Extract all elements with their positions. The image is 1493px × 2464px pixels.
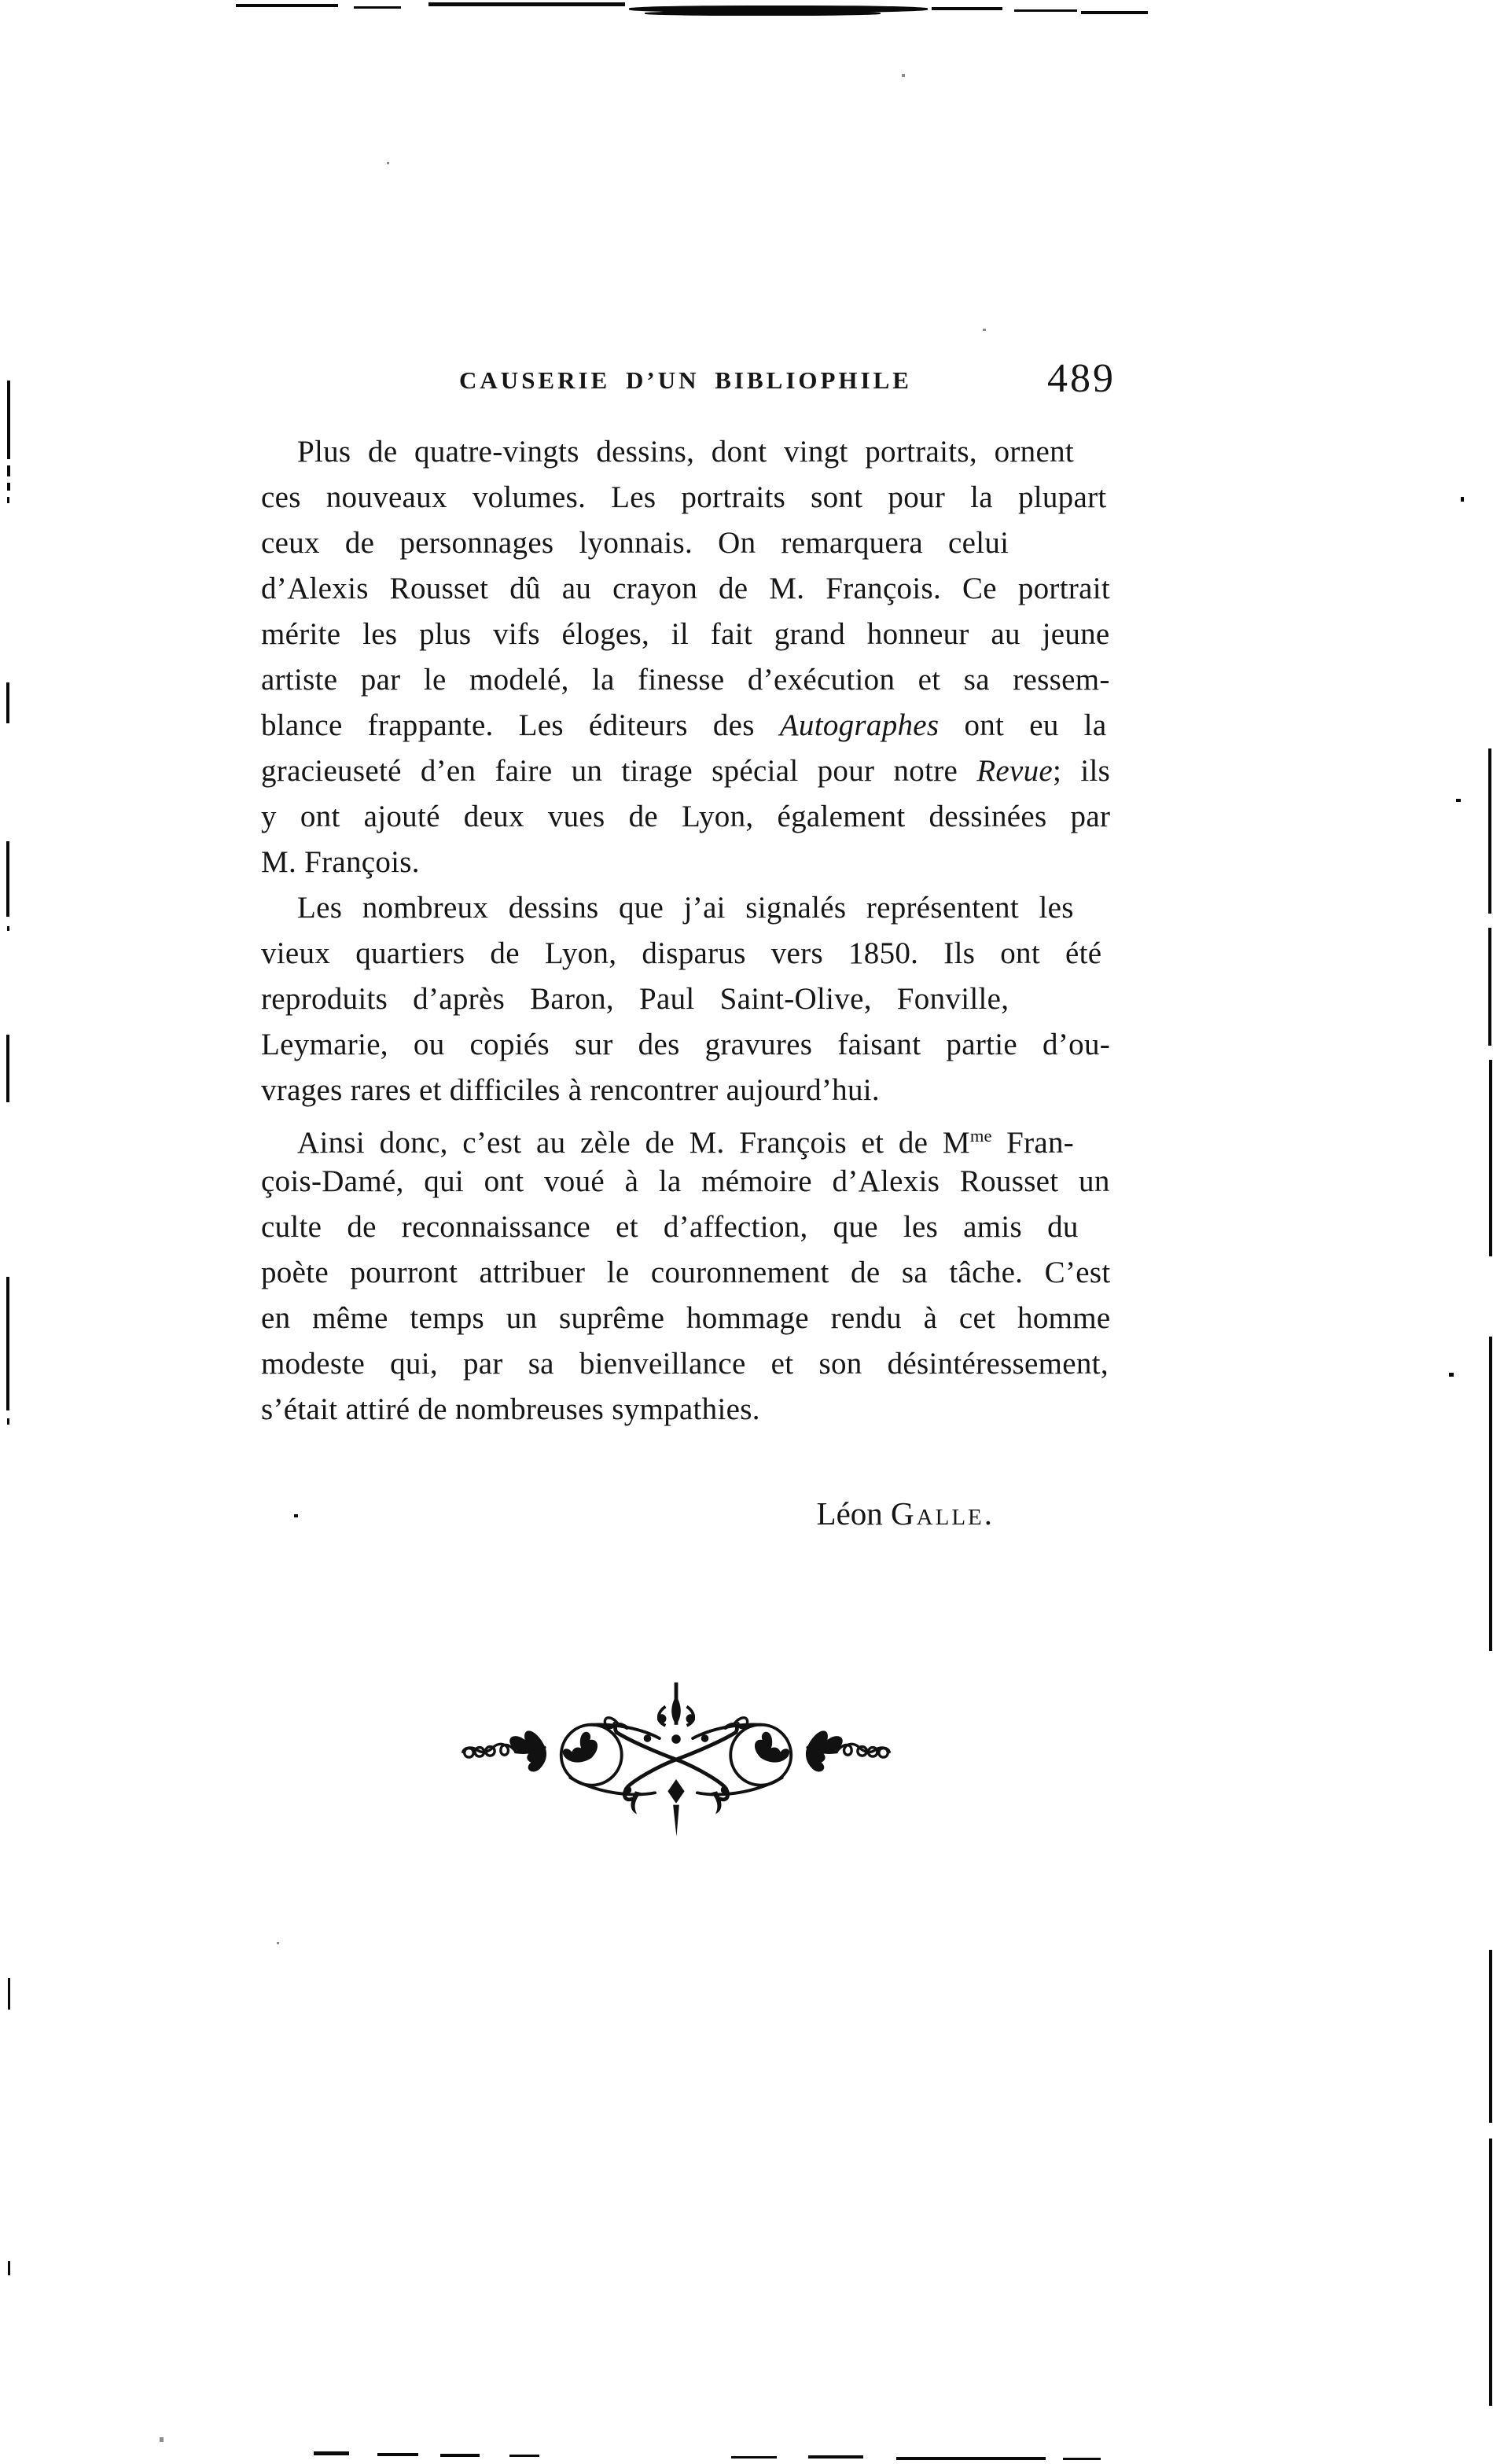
text-segment: Autographes bbox=[779, 708, 940, 742]
scan-artifact-right bbox=[1489, 2139, 1492, 2406]
scan-artifact-left bbox=[6, 1035, 9, 1102]
scan-artifact-bottom bbox=[1063, 2458, 1101, 2460]
running-head-title: CAUSERIE D’UN BIBLIOPHILE bbox=[459, 366, 912, 394]
scan-artifact-left bbox=[8, 2261, 10, 2275]
scan-artifact-speck bbox=[387, 162, 389, 164]
scan-artifact-right bbox=[1489, 1337, 1492, 1651]
paragraph-1-line-6 bbox=[261, 657, 1110, 703]
body-text bbox=[261, 429, 1110, 1432]
scan-artifact-speck bbox=[1449, 1373, 1454, 1377]
text-segment: Les nombreux dessins que j’ai signalés représentent les bbox=[297, 891, 1074, 925]
text-segment: mérite les plus vifs éloges, il fait grand honneur au jeune bbox=[261, 617, 1110, 651]
paragraph-2-line-5 bbox=[261, 1068, 1110, 1113]
paragraph-1-line-9 bbox=[261, 794, 1110, 840]
paragraph-1-line-2 bbox=[261, 475, 1110, 520]
scan-artifact-right bbox=[1489, 1060, 1492, 1256]
text-segment: Revue bbox=[976, 754, 1054, 788]
paragraph-3-line-3 bbox=[261, 1204, 1110, 1250]
text-segment: Ainsi donc, c’est au zèle de M. François et de M bbox=[297, 1126, 970, 1160]
paragraph-1-line-8 bbox=[261, 748, 1110, 794]
text-segment: modeste qui, par sa bienveillance et son désintéressement, bbox=[261, 1347, 1109, 1381]
scan-artifact-bottom bbox=[377, 2453, 418, 2456]
paragraph-3-line-2 bbox=[261, 1159, 1110, 1204]
text-segment: gracieuseté d’en faire un tirage spécial pour notre bbox=[261, 754, 977, 788]
text-segment: Fran- bbox=[991, 1126, 1075, 1160]
scan-artifact-speck bbox=[1461, 497, 1464, 502]
scan-artifact-bottom bbox=[440, 2454, 480, 2457]
scan-artifact-bottom bbox=[731, 2456, 777, 2458]
scan-artifact-speck bbox=[160, 2437, 164, 2442]
paragraph-2-line-3 bbox=[261, 976, 1110, 1022]
scan-artifact-top bbox=[354, 6, 401, 9]
paragraph-1-line-3 bbox=[261, 520, 1110, 566]
text-segment: poète pourront attribuer le couronnement de sa tâche. C’est bbox=[261, 1256, 1111, 1289]
paragraph-2-line-2 bbox=[261, 931, 1110, 976]
paragraph-3-line-7 bbox=[261, 1387, 1110, 1432]
text-segment: s’était attiré de nombreuses sympathies. bbox=[261, 1392, 760, 1426]
scan-artifact-left bbox=[7, 1418, 9, 1425]
text-segment: d’Alexis Rousset dû au crayon de M. François. Ce portrait bbox=[261, 572, 1111, 605]
paragraph-2-line-4 bbox=[261, 1022, 1110, 1068]
ornament-left-half bbox=[463, 1718, 728, 1814]
scan-artifact-bottom bbox=[808, 2455, 863, 2458]
text-segment: Plus de quatre-vingts dessins, dont vingt portraits, ornent bbox=[297, 435, 1075, 469]
text-segment: M. François. bbox=[261, 845, 420, 879]
text-segment: ont eu la bbox=[939, 708, 1107, 742]
scan-artifact-right bbox=[1489, 1950, 1492, 2123]
scan-artifact-right bbox=[1488, 928, 1491, 1046]
paragraph-3-line-4 bbox=[261, 1250, 1110, 1296]
text-segment: artiste par le modelé, la finesse d’exécution et sa ressem- bbox=[261, 663, 1110, 697]
scan-artifact-left bbox=[7, 483, 10, 491]
scan-artifact-bottom bbox=[509, 2455, 539, 2457]
text-segment: Galle bbox=[891, 1495, 984, 1532]
scan-artifact-left bbox=[7, 465, 10, 476]
scan-artifact-left bbox=[7, 926, 9, 931]
text-segment: blance frappante. Les éditeurs des bbox=[261, 708, 780, 742]
scan-artifact-left bbox=[6, 1277, 9, 1410]
text-segment: . bbox=[984, 1495, 992, 1532]
scan-artifact-top bbox=[1014, 9, 1077, 12]
scan-artifact-speck bbox=[294, 1514, 298, 1517]
scan-artifact-left bbox=[7, 381, 10, 459]
scan-artifact-top bbox=[645, 11, 881, 16]
text-segment: Leymarie, ou copiés sur des gravures faisant partie d’ou- bbox=[261, 1028, 1111, 1061]
paragraph-3-line-1 bbox=[261, 1113, 1110, 1159]
paragraph-2-line-1 bbox=[261, 885, 1110, 931]
text-segment: culte de reconnaissance et d’affection, que les amis du bbox=[261, 1210, 1079, 1244]
text-segment: ceux de personnages lyonnais. On remarquera celui bbox=[261, 526, 1009, 560]
scan-artifact-top bbox=[932, 7, 1002, 10]
scan-artifact-bottom bbox=[896, 2457, 1046, 2460]
scan-artifact-left bbox=[8, 1978, 10, 2010]
paragraph-1-line-10 bbox=[261, 840, 1110, 885]
scan-artifact-bottom bbox=[314, 2451, 349, 2455]
scan-artifact-speck bbox=[1456, 799, 1461, 802]
scan-artifact-speck bbox=[277, 1942, 279, 1944]
author-signature bbox=[261, 1491, 992, 1536]
text-segment: vieux quartiers de Lyon, disparus vers 1850. Ils ont été bbox=[261, 936, 1102, 970]
text-segment: en même temps un suprême hommage rendu à cet homme bbox=[261, 1301, 1111, 1335]
scan-artifact-top bbox=[428, 2, 625, 6]
paragraph-3-line-5 bbox=[261, 1296, 1110, 1341]
text-segment: ; ils bbox=[1053, 754, 1111, 788]
paragraph-1-line-1 bbox=[261, 429, 1110, 475]
text-segment: Léon bbox=[816, 1495, 892, 1532]
ornament-right-half bbox=[624, 1718, 889, 1814]
paragraph-1-line-5 bbox=[261, 612, 1110, 657]
scan-artifact-left bbox=[6, 841, 9, 917]
text-segment: ces nouveaux volumes. Les portraits sont pour la plupart bbox=[261, 480, 1107, 514]
paragraph-1-line-7 bbox=[261, 703, 1110, 748]
floral-vignette-ornament bbox=[456, 1679, 896, 1838]
text-segment: vrages rares et difficiles à rencontrer aujourd’hui. bbox=[261, 1073, 880, 1107]
text-segment: y ont ajouté deux vues de Lyon, également dessinées par bbox=[261, 800, 1111, 833]
text-segment: me bbox=[969, 1126, 992, 1146]
scan-artifact-speck bbox=[983, 329, 986, 331]
paragraph-1-line-4 bbox=[261, 566, 1110, 612]
scan-artifact-top bbox=[1081, 11, 1148, 14]
page-number: 489 bbox=[1047, 356, 1116, 401]
scan-artifact-left bbox=[7, 497, 9, 503]
paragraph-3-line-6 bbox=[261, 1341, 1110, 1387]
scan-artifact-right bbox=[1488, 748, 1491, 914]
text-segment: çois-Damé, qui ont voué à la mémoire d’Alexis Rousset un bbox=[261, 1164, 1110, 1198]
text-segment: reproduits d’après Baron, Paul Saint-Olive, Fonville, bbox=[261, 982, 1009, 1016]
scan-artifact-top bbox=[236, 4, 338, 7]
scan-artifact-left bbox=[6, 682, 9, 723]
scan-artifact-speck bbox=[902, 74, 905, 77]
